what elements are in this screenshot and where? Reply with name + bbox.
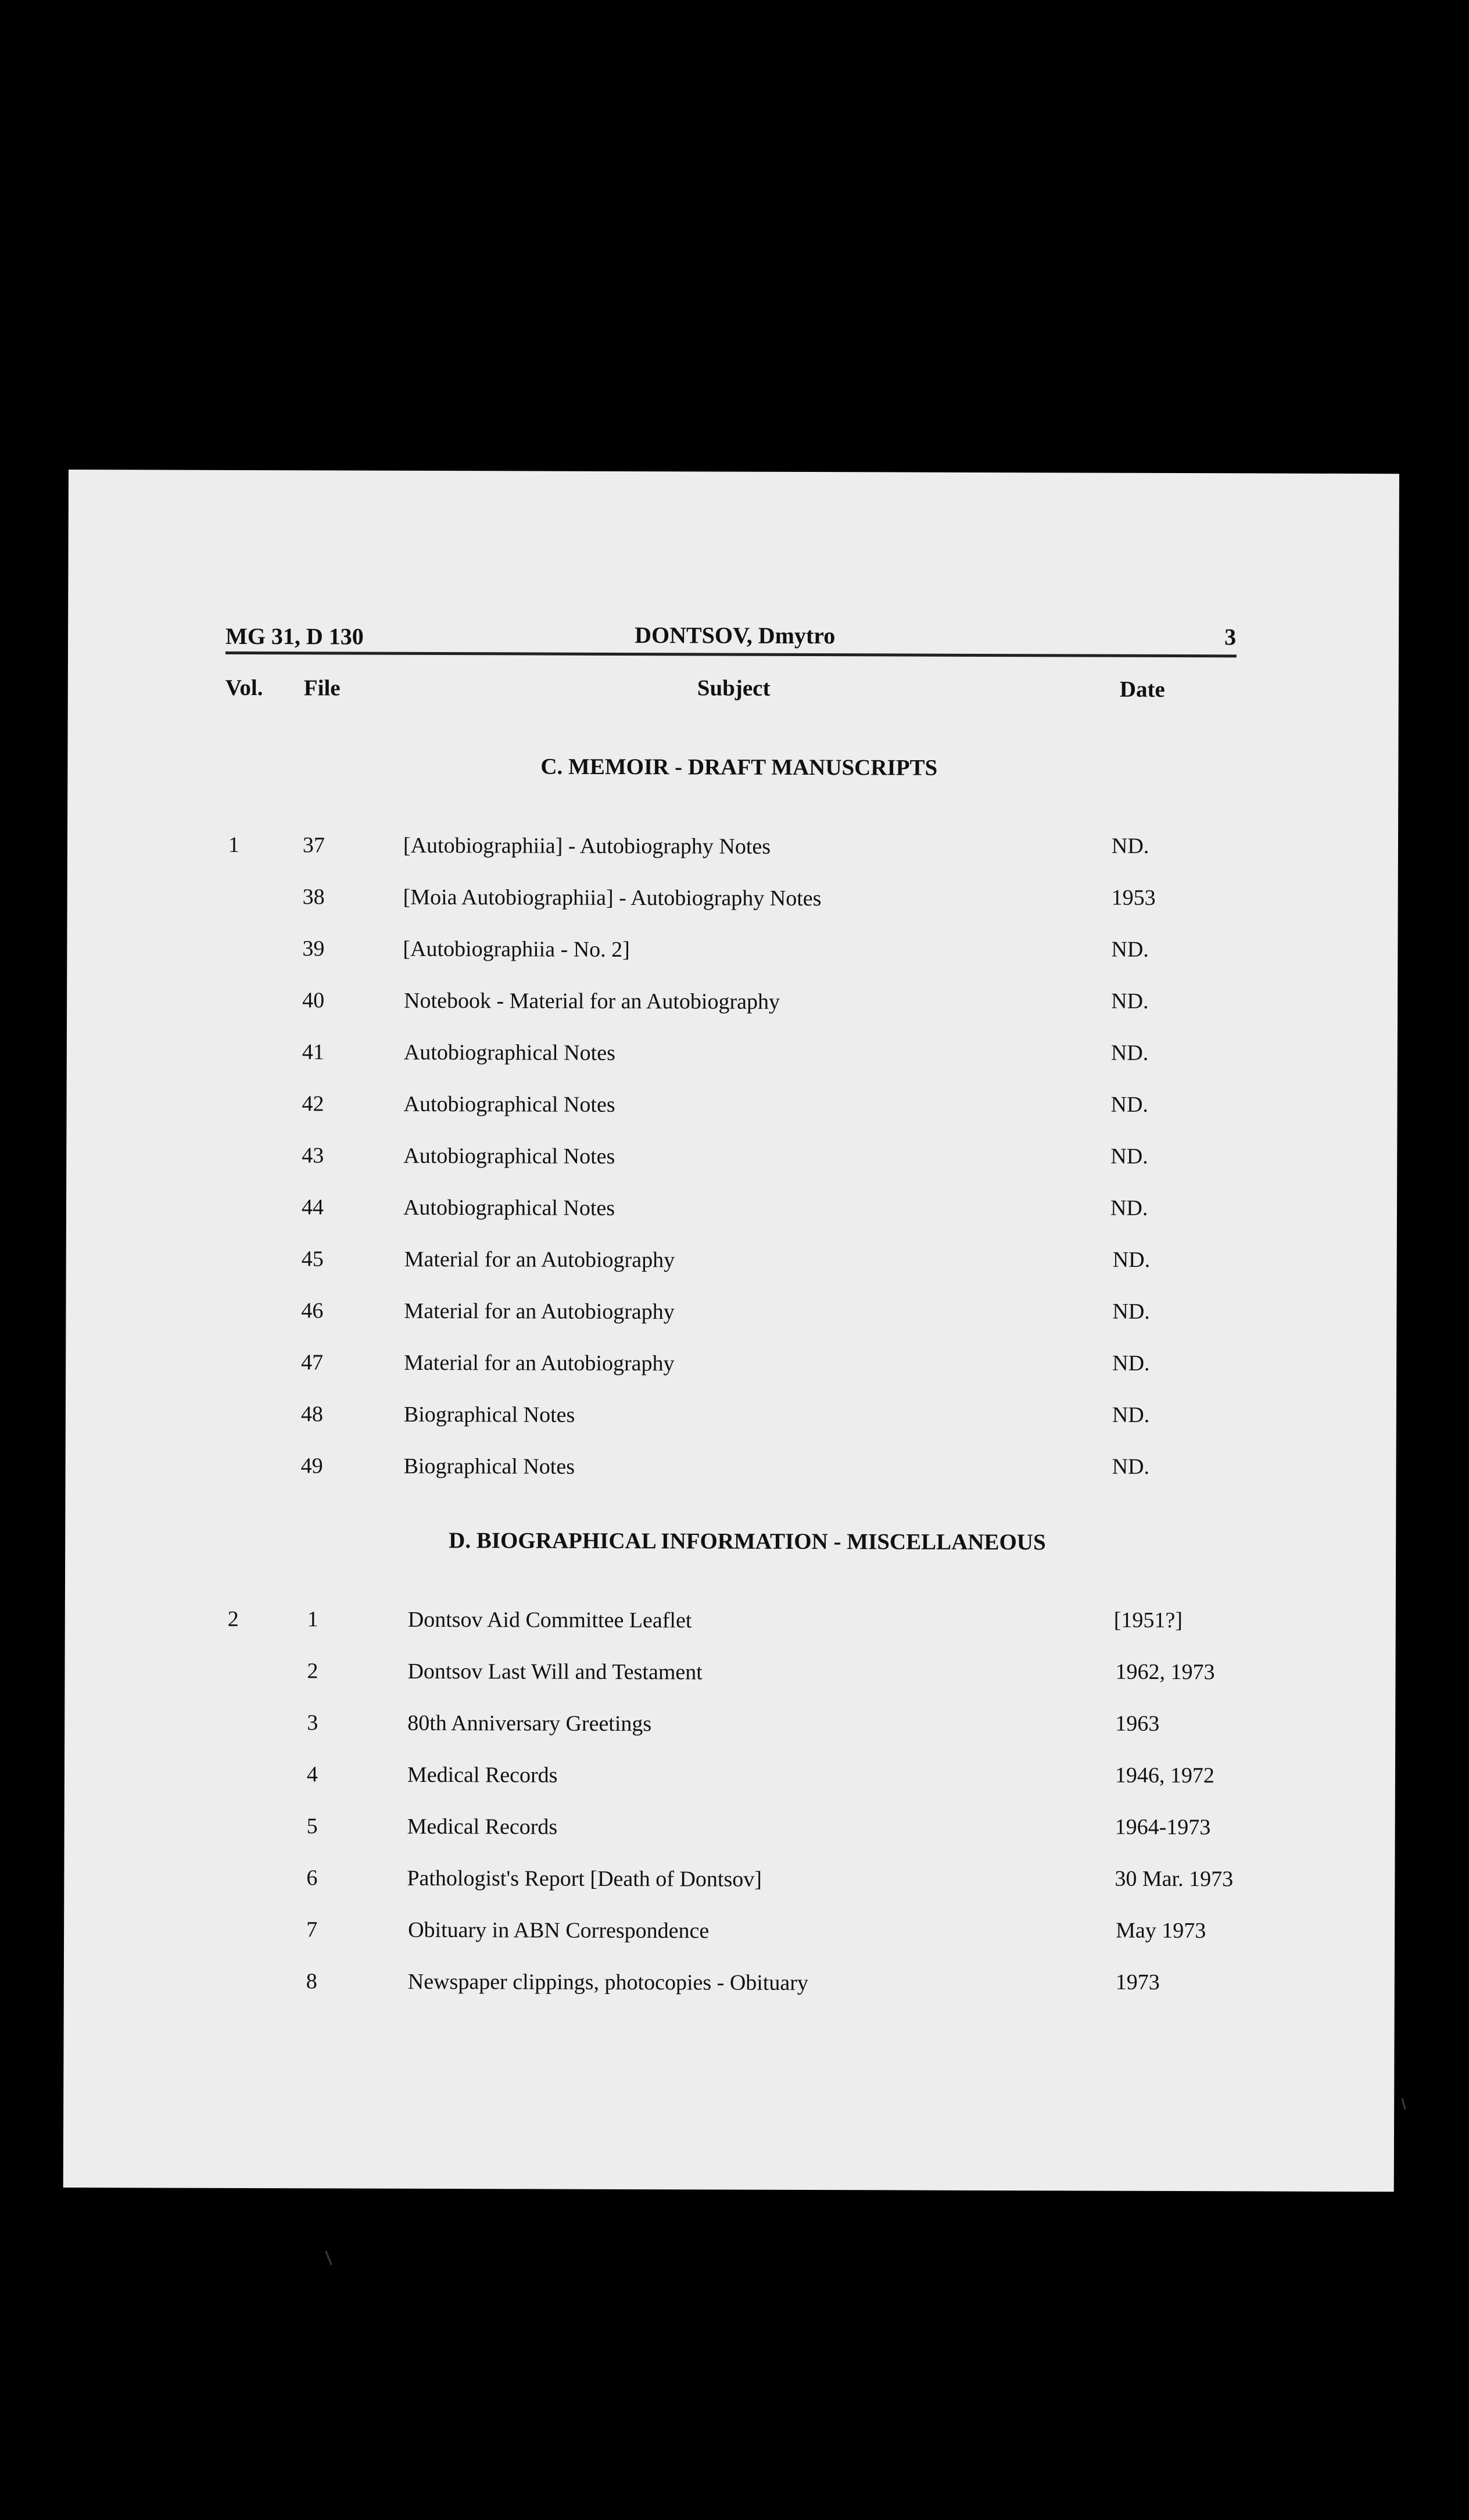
file-cell: 5 [306,1814,318,1839]
subject-cell: [Moia Autobiographiia] - Autobiography Notes [403,885,822,911]
subject-cell: 80th Anniversary Greetings [407,1710,652,1737]
date-cell: May 1973 [1116,1918,1206,1943]
subject-cell: Dontsov Aid Committee Leaflet [407,1607,692,1633]
date-cell: ND. [1110,1040,1149,1065]
section-heading-memoir: C. MEMOIR - DRAFT MANUSCRIPTS [540,754,938,781]
date-cell: ND. [1111,937,1149,962]
section-heading-biographical: D. BIOGRAPHICAL INFORMATION - MISCELLANEOUS [449,1528,1046,1555]
subject-cell: Autobiographical Notes [403,1195,615,1220]
subject-cell: [Autobiographiia] - Autobiography Notes [403,833,771,859]
file-cell: 1 [307,1607,318,1632]
document-page [63,470,1399,2192]
subject-cell: Biographical Notes [403,1454,575,1479]
file-cell: 41 [302,1040,324,1065]
subject-cell: Pathologist's Report [Death of Dontsov] [407,1866,762,1892]
file-cell: 7 [306,1917,318,1942]
date-cell: ND. [1110,1144,1148,1169]
file-cell: 42 [302,1091,324,1116]
column-header-vol: Vol. [225,675,263,701]
vol-cell: 2 [227,1606,239,1631]
file-cell: 46 [301,1298,324,1323]
file-cell: 39 [302,936,325,961]
date-cell: ND. [1112,1454,1150,1479]
subject-cell: Dontsov Last Will and Testament [407,1659,703,1685]
subject-cell: Obituary in ABN Correspondence [408,1917,710,1943]
file-cell: 44 [301,1195,324,1220]
file-cell: 38 [302,885,325,910]
file-cell: 6 [306,1866,318,1891]
page-number: 3 [1224,624,1237,650]
date-cell: ND. [1110,1092,1149,1117]
date-cell: ND. [1112,1299,1150,1324]
date-cell: ND. [1112,1247,1151,1272]
scan-speck [325,2250,332,2265]
column-header-file: File [303,675,341,701]
date-cell: ND. [1112,1351,1150,1376]
file-cell: 45 [301,1247,324,1272]
date-cell: ND. [1110,1195,1148,1220]
date-cell: 30 Mar. 1973 [1115,1866,1234,1892]
subject-cell: Material for an Autobiography [404,1350,675,1376]
date-cell: 1962, 1973 [1115,1659,1215,1685]
date-cell: 1973 [1115,1970,1160,1995]
scan-speck [1401,2098,1406,2110]
date-cell: 1953 [1111,885,1156,910]
date-cell: 1964-1973 [1115,1814,1211,1840]
file-cell: 47 [301,1350,324,1375]
header-rule [225,652,1237,657]
subject-cell: Biographical Notes [403,1402,575,1427]
subject-cell: Notebook - Material for an Autobiography [404,988,780,1014]
document-title: DONTSOV, Dmytro [635,622,836,649]
subject-cell: [Autobiographiia - No. 2] [403,936,630,962]
file-cell: 3 [307,1710,318,1735]
subject-cell: Autobiographical Notes [403,1040,616,1065]
subject-cell: Material for an Autobiography [404,1247,675,1273]
subject-cell: Newspaper clippings, photocopies - Obituary [407,1969,809,1996]
file-cell: 43 [302,1143,324,1168]
collection-reference: MG 31, D 130 [225,622,364,650]
date-cell: [1951?] [1113,1608,1183,1633]
subject-cell: Autobiographical Notes [403,1091,615,1117]
column-header-date: Date [1119,676,1165,702]
subject-cell: Medical Records [407,1762,558,1788]
subject-cell: Autobiographical Notes [403,1143,615,1169]
date-cell: 1946, 1972 [1115,1763,1215,1788]
file-cell: 40 [302,988,325,1013]
file-cell: 4 [306,1762,318,1787]
date-cell: 1963 [1115,1711,1160,1736]
file-cell: 48 [300,1402,323,1427]
file-cell: 2 [307,1659,318,1684]
subject-cell: Material for an Autobiography [404,1298,675,1325]
column-header-subject: Subject [697,675,771,701]
date-cell: ND. [1112,1402,1150,1427]
subject-cell: Medical Records [407,1814,558,1839]
file-cell: 37 [302,833,325,858]
file-cell: 8 [306,1969,317,1994]
vol-cell: 1 [228,832,240,857]
file-cell: 49 [300,1454,323,1479]
date-cell: ND. [1111,833,1149,858]
date-cell: ND. [1111,989,1149,1014]
